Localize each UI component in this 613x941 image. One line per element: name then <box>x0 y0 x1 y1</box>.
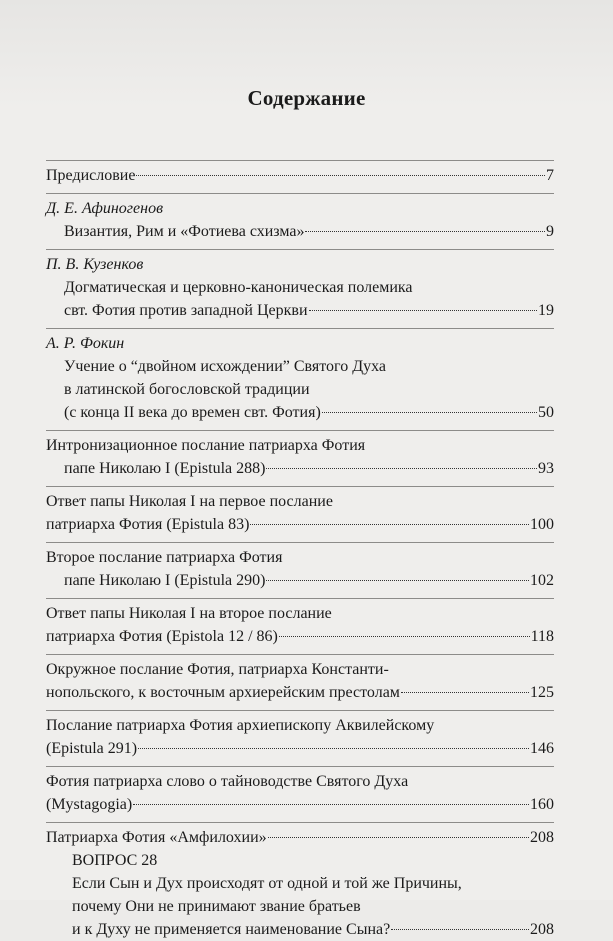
toc-page-number: 160 <box>530 796 554 813</box>
toc-entry-title: папе Николаю I (Epistula 290) <box>64 572 266 589</box>
toc-entry <box>46 654 554 704</box>
toc-page-number: 208 <box>530 921 554 938</box>
toc-entry-title: патриарха Фотия (Epistola 12 / 86) <box>46 628 278 645</box>
toc-entry-title: Учение о “двойном исхождении” Святого Духа <box>64 358 386 375</box>
toc-entry <box>46 822 554 941</box>
toc-page-number: 102 <box>530 572 554 589</box>
leader-dots <box>250 524 529 525</box>
toc-entry <box>46 328 554 424</box>
leader-dots <box>279 636 530 637</box>
toc-entry-title: (с конца II века до времен свт. Фотия) <box>64 404 321 421</box>
toc-entry-title: Фотия патриарха слово о тайноводстве Святого Духа <box>46 773 409 790</box>
toc-entry-title: Ответ папы Николая I на второе послание <box>46 605 332 622</box>
toc-entry <box>46 193 554 243</box>
toc-page-number: 93 <box>538 460 554 477</box>
toc-entry <box>46 598 554 648</box>
toc-entry-title: в латинской богословской традиции <box>64 381 310 398</box>
toc-author: П. В. Кузенков <box>46 256 144 273</box>
toc-entry <box>46 160 554 187</box>
leader-dots <box>401 692 529 693</box>
toc-page-number: 100 <box>530 516 554 533</box>
leader-dots <box>305 231 545 232</box>
toc-page-number: 146 <box>530 740 554 757</box>
table-of-contents <box>46 160 554 941</box>
toc-entry-title: Второе послание патриарха Фотия <box>46 549 283 566</box>
leader-dots <box>136 175 545 176</box>
leader-dots <box>133 804 529 805</box>
toc-page-number: 118 <box>530 628 554 645</box>
toc-entry-title: нопольского, к восточным архиерейским престолам <box>46 684 400 701</box>
toc-entry-title: Окружное послание Фотия, патриарха Константи- <box>46 661 389 678</box>
toc-entry-title: папе Николаю I (Epistula 288) <box>64 460 266 477</box>
toc-entry <box>46 542 554 592</box>
toc-entry-title: патриарха Фотия (Epistula 83) <box>46 516 250 533</box>
toc-entry-title: свт. Фотия против западной Церкви <box>64 302 308 319</box>
toc-entry-title: Ответ папы Николая I на первое послание <box>46 493 333 510</box>
toc-entry-title: Патриарха Фотия «Амфилохии» <box>46 829 267 846</box>
toc-page-number: 50 <box>538 404 554 421</box>
toc-entry-title: Византия, Рим и «Фотиева схизма» <box>64 223 305 240</box>
toc-entry-title: Догматическая и церковно-каноническая полемика <box>64 279 413 296</box>
leader-dots <box>309 310 537 311</box>
question-label: ВОПРОС 28 <box>72 852 158 869</box>
leader-dots <box>266 580 529 581</box>
leader-dots <box>266 468 537 469</box>
toc-author: А. Р. Фокин <box>46 335 125 352</box>
toc-entry <box>46 710 554 760</box>
toc-entry <box>46 486 554 536</box>
question-text: почему Они не принимают звание братьев <box>72 898 361 915</box>
toc-page-number: 125 <box>530 684 554 701</box>
toc-entry <box>46 430 554 480</box>
toc-entry <box>46 766 554 816</box>
leader-dots <box>322 412 537 413</box>
question-text: Если Сын и Дух происходят от одной и той же Причины, <box>72 875 462 892</box>
leader-dots <box>268 837 529 838</box>
toc-entry-title: (Mystagogia) <box>46 796 133 813</box>
toc-entry-title: Послание патриарха Фотия архиепископу Аквилейскому <box>46 717 435 734</box>
toc-page-number: 7 <box>546 167 554 184</box>
toc-page-number: 208 <box>530 829 554 846</box>
toc-entry-title: Предисловие <box>46 167 136 184</box>
toc-page-number: 9 <box>546 223 554 240</box>
toc-page-number: 19 <box>538 302 554 319</box>
question-text: и к Духу не применяется наименование Сына? <box>72 921 391 938</box>
toc-entry-title: Интронизационное послание патриарха Фотия <box>46 437 366 454</box>
toc-entry <box>46 249 554 322</box>
leader-dots <box>138 748 529 749</box>
toc-author: Д. Е. Афиногенов <box>46 200 164 217</box>
leader-dots <box>391 929 529 930</box>
toc-entry-title: (Epistula 291) <box>46 740 138 757</box>
page-title: Содержание <box>247 86 366 110</box>
